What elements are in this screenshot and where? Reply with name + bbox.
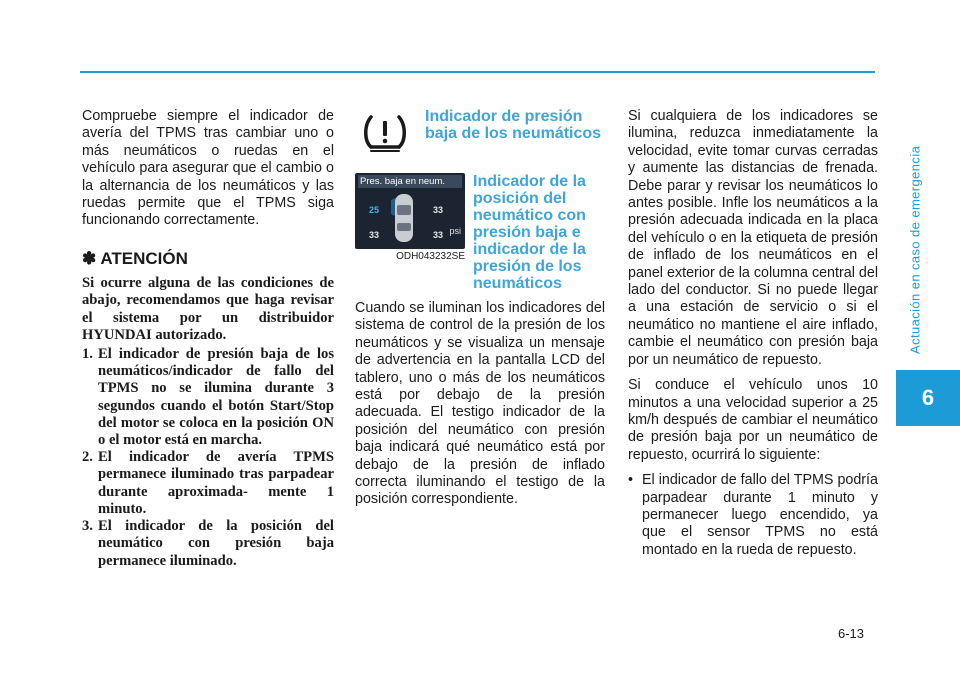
lcd-front-left-value: 25 [369,205,380,215]
lcd-display [355,173,465,249]
low-pressure-heading-row [355,108,605,161]
position-indicator-block [355,173,605,292]
column-2 [355,108,605,509]
lcd-front-right-value: 33 [433,205,444,215]
bullet-item [628,472,878,559]
action-paragraph: Si cualquiera de los indicadores se ilumina, reduzca inmediatamente la velocidad, evite tomar curvas cerradas y aumente las distancias de frenada. Debe parar y revisar los neumáticos lo antes posible. Infle los neumáticos a la presión adecuada indicada en la placa del vehículo o en la etiqueta de presión de inflado de los neumáticos en el panel exterior de la columna central del lado del conductor. Si no puede llegar a una estación de servicio o si el neumático no mantiene el aire inflado, cambie el neumático con presión baja por un neumático de repuesto. [628,108,878,368]
caution-item-text: El indicador de la posición del neumático con presión baja permanece iluminado. [98,518,334,569]
caution-list [82,346,334,570]
caution-item-text: El indicador de presión baja de los neumáticos/indicador de fallo del TPMS no se ilumina durante 3 segundos cuando el botón Start/Stop del motor se coloca en la posición ON o el motor está en marcha. [98,346,334,449]
spare-tire-paragraph: Si conduce el vehículo unos 10 minutos a una velocidad superior a 25 km/h después de cambiar el neumático de presión baja por un neumático de repuesto, ocurrirá lo siguiente: [628,377,878,463]
car-top-view-icon [391,191,417,245]
column-3 [628,108,878,559]
lcd-title: Pres. baja en neum. [358,175,462,188]
intro-paragraph: Compruebe siempre el indicador de avería del TPMS tras cambiar uno o más neumáticos o ruedas en el vehículo para asegurar que el cambio o la alternancia de los neumáticos y las ruedas permite que el TPMS siga funcionando correctamente. [82,108,334,229]
column-1 [82,108,334,570]
caution-item-2 [82,449,334,518]
caution-intro: Si ocurre alguna de las condiciones de abajo, recomendamos que haga revisar el sistema por un distribuidor HYUNDAI autorizado. [82,275,334,343]
figure-caption: ODH043232SE [396,251,465,262]
top-rule [80,71,875,73]
caution-item-number: 1. [82,346,93,363]
caution-item-number: 2. [82,449,93,466]
lcd-unit: psi [449,226,461,236]
caution-item-3 [82,518,334,570]
position-indicator-heading: Indicador de la posición del neumático con presión baja e indicador de la presión de los neumáticos [473,173,586,292]
bullet-mark: • [628,472,634,489]
tpms-warning-icon [355,108,415,161]
lcd-rear-left-value: 33 [369,230,380,240]
indicator-body: Cuando se iluminan los indicadores del sistema de control de la presión de los neumáticos y se visualiza un mensaje de advertencia en la pantalla LCD del tablero, uno o más de los neumáticos está por debajo de la presión adecuada. El testigo indicador de la posición del neumático con presión baja indicará qué neumático está por debajo de la presión de inflado correcta iluminando el testigo de la posición correspondiente. [355,300,605,508]
low-pressure-heading: Indicador de presión baja de los neumáticos [425,108,602,142]
page-number: 6-13 [838,626,865,641]
bullet-text: El indicador de fallo del TPMS podría parpadear durante 1 minuto y permanecer luego encendido, ya que el sensor TPMS no está montado en la rueda de repuesto. [642,472,878,558]
caution-item-text: El indicador de avería TPMS permanece iluminado tras parpadear durante aproximada- mente 1 minuto. [98,449,334,517]
lcd-figure [355,173,465,292]
chapter-tab[interactable]: 6 [896,370,960,426]
lcd-rear-right-value: 33 [433,230,444,240]
caution-item-number: 3. [82,518,93,535]
caution-title: ✽ ATENCIÓN [82,248,188,268]
caution-item-1 [82,346,334,449]
section-side-title: Actuación en caso de emergencia [907,145,923,355]
